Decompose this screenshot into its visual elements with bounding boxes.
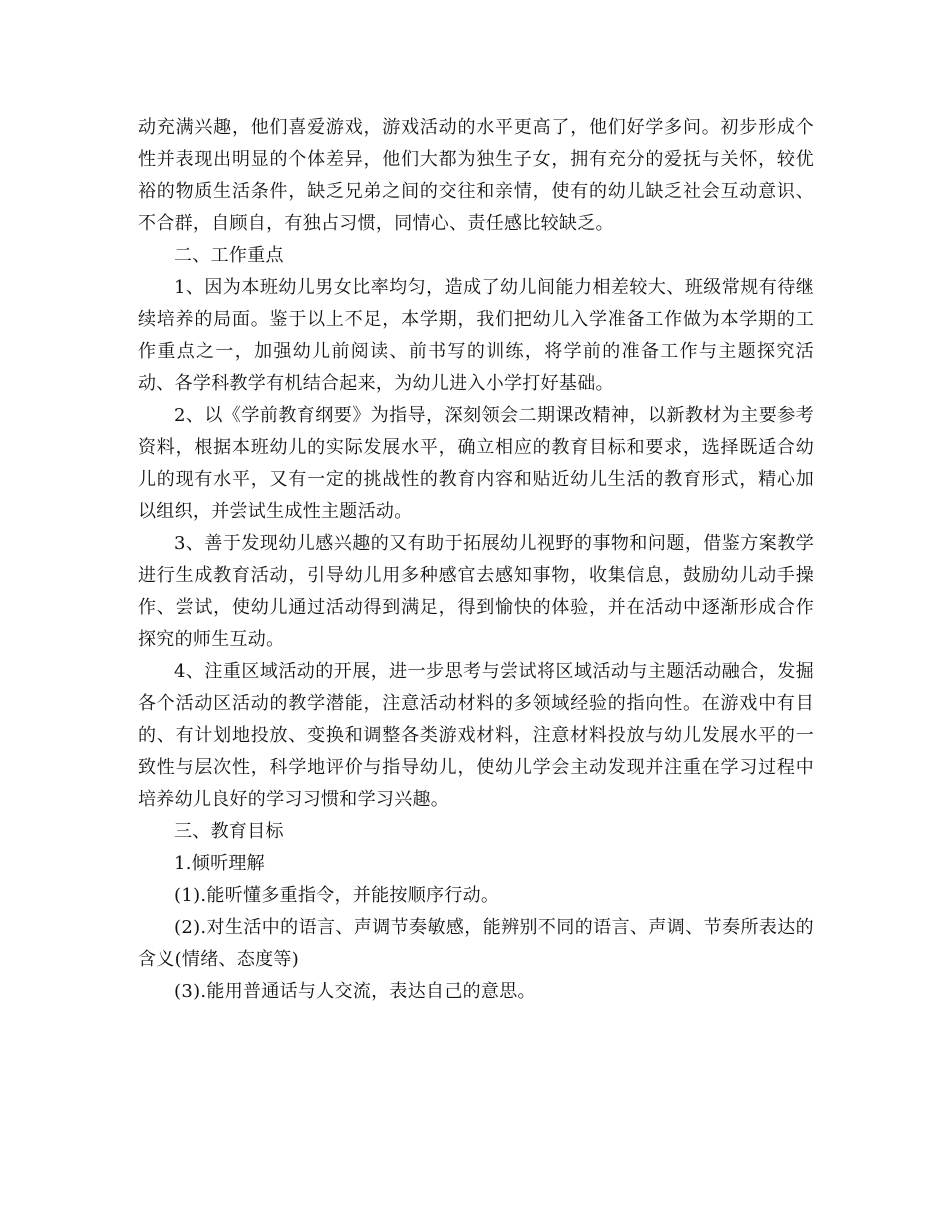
paragraph-focus-4: 4、注重区域活动的开展，进一步思考与尝试将区域活动与主题活动融合，发掘各个活动区活动的教学潜能，注意活动材料的多领域经验的指向性。在游戏中有目的、有计划地投放、变换和调整各类游戏材料，注意材料投放与幼儿发展水平的一致性与层次性，科学地评价与指导幼儿，使幼儿学会主动发现并注重在学习过程中培养幼儿良好的学习习惯和学习兴趣。 — [138, 661, 814, 810]
goal-item-2: (2).对生活中的语言、声调节奏敏感，能辨别不同的语言、声调、节奏所表达的含义(情绪、态度等) — [138, 917, 814, 970]
paragraph-focus-3: 3、善于发现幼儿感兴趣的又有助于拓展幼儿视野的事物和问题，借鉴方案教学进行生成教育活动，引导幼儿用多种感官去感知事物，收集信息，鼓励幼儿动手操作、尝试，使幼儿通过活动得到满足，得到愉快的体验，并在活动中逐渐形成合作探究的师生互动。 — [138, 533, 814, 650]
goal-item-3: (3).能用普通话与人交流，表达自己的意思。 — [174, 981, 536, 1002]
subheading-listening-comprehension: 1.倾听理解 — [174, 853, 265, 874]
document-body — [138, 112, 814, 1008]
paragraph-focus-2: 2、以《学前教育纲要》为指导，深刻领会二期课改精神，以新教材为主要参考资料，根据本班幼儿的实际发展水平，确立相应的教育目标和要求，选择既适合幼儿的现有水平，又有一定的挑战性的教育内容和贴近幼儿生活的教育形式，精心加以组织，并尝试生成性主题活动。 — [138, 405, 814, 522]
paragraph-focus-1: 1、因为本班幼儿男女比率均匀，造成了幼儿间能力相差较大、班级常规有待继续培养的局面。鉴于以上不足，本学期，我们把幼儿入学准备工作做为本学期的工作重点之一，加强幼儿前阅读、前书写的训练，将学前的准备工作与主题探究活动、各学科教学有机结合起来，为幼儿进入小学打好基础。 — [138, 277, 814, 394]
goal-item-1: (1).能听懂多重指令，并能按顺序行动。 — [174, 885, 500, 906]
section-heading-education-goals: 三、教育目标 — [174, 821, 284, 842]
paragraph-intro-continued: 动充满兴趣，他们喜爱游戏，游戏活动的水平更高了，他们好学多问。初步形成个性并表现出明显的个体差异，他们大都为独生子女，拥有充分的爱抚与关怀，较优裕的物质生活条件，缺乏兄弟之间的交往和亲情，使有的幼儿缺乏社会互动意识、不合群，自顾自，有独占习惯，同情心、责任感比较缺乏。 — [138, 117, 814, 234]
section-heading-work-focus: 二、工作重点 — [174, 245, 284, 266]
